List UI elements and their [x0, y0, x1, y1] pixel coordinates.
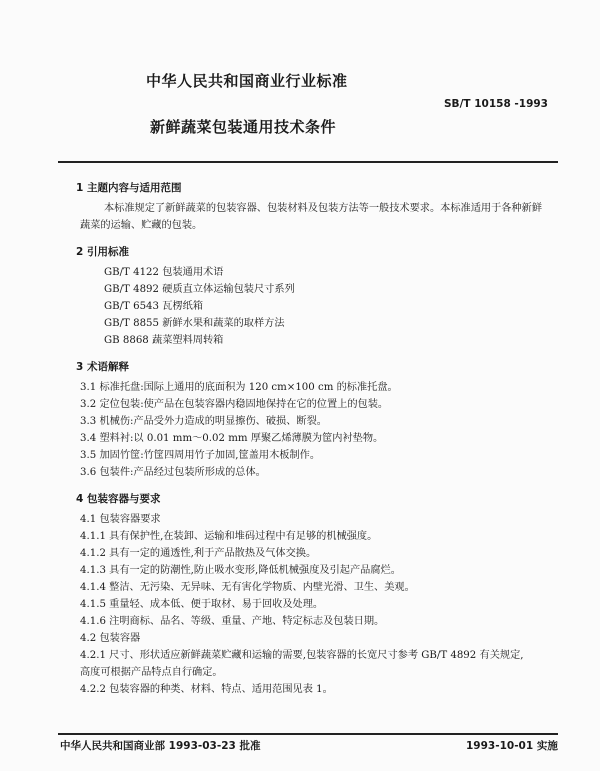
clause-line: 4.1.4 整洁、无污染、无异味、无有害化学物质、内壁光滑、卫生、美观。: [80, 582, 415, 593]
section-1-paragraph-line: 本标准规定了新鲜蔬菜的包装容器、包装材料及包装方法等一般技术要求。本标准适用于各种新鲜: [104, 203, 543, 214]
clause-line: 4.1.2 具有一定的通透性,利于产品散热及气体交换。: [80, 548, 317, 559]
effective-date: 1993-10-01 实施: [466, 740, 558, 752]
reference-item: GB/T 8855 新鲜水果和蔬菜的取样方法: [104, 318, 285, 329]
approval-date: 中华人民共和国商业部 1993-03-23 批准: [60, 740, 261, 752]
clause-line: 高度可根据产品特点自行确定。: [80, 667, 223, 678]
clause-line: 4.1.6 注明商标、品名、等级、重量、产地、特定标志及包装日期。: [80, 616, 385, 627]
standard-code: SB/T 10158 -1993: [444, 98, 548, 110]
term-item: 3.4 塑料衬:以 0.01 mm～0.02 mm 厚聚乙烯薄膜为筐内衬垫物。: [80, 433, 384, 444]
clause-line: 4.1 包装容器要求: [80, 514, 161, 525]
reference-item: GB/T 4122 包装通用术语: [104, 267, 224, 278]
section-1-paragraph-line: 蔬菜的运输、贮藏的包装。: [80, 220, 203, 231]
reference-item: GB/T 4892 硬质直立体运输包装尺寸系列: [104, 284, 295, 295]
issuing-authority-title: 中华人民共和国商业行业标准: [146, 72, 348, 90]
clause-line: 4.2.1 尺寸、形状适应新鲜蔬菜贮藏和运输的需要,包装容器的长宽尺寸参考 GB/T 4892 有关规定,: [80, 650, 524, 661]
section-1-heading: 1 主题内容与适用范围: [76, 182, 182, 194]
term-item: 3.2 定位包装:使产品在包装容器内稳固地保持在它的位置上的包装。: [80, 399, 389, 410]
clause-line: 4.2 包装容器: [80, 633, 141, 644]
reference-item: GB/T 6543 瓦楞纸箱: [104, 301, 204, 312]
document-title: 新鲜蔬菜包装通用技术条件: [150, 118, 337, 136]
footer-divider: [58, 733, 558, 735]
term-item: 3.3 机械伤:产品受外力造成的明显擦伤、破损、断裂。: [80, 416, 327, 427]
section-3-heading: 3 术语解释: [76, 361, 129, 373]
term-item: 3.6 包装件:产品经过包装所形成的总体。: [80, 467, 266, 478]
clause-line: 4.1.1 具有保护性,在装卸、运输和堆码过程中有足够的机械强度。: [80, 531, 378, 542]
section-2-heading: 2 引用标准: [76, 246, 129, 258]
section-4-heading: 4 包装容器与要求: [76, 493, 161, 505]
clause-line: 4.1.5 重量轻、成本低、便于取材、易于回收及处理。: [80, 599, 324, 610]
clause-line: 4.2.2 包装容器的种类、材料、特点、适用范围见表 1。: [80, 684, 333, 695]
reference-item: GB 8868 蔬菜塑料周转箱: [104, 335, 224, 346]
header-divider: [58, 161, 558, 163]
clause-line: 4.1.3 具有一定的防潮性,防止吸水变形,降低机械强度及引起产品腐烂。: [80, 565, 401, 576]
term-item: 3.5 加固竹筐:竹筐四周用竹子加固,筐盖用木板制作。: [80, 450, 321, 461]
term-item: 3.1 标准托盘:国际上通用的底面积为 120 cm×100 cm 的标准托盘。: [80, 382, 398, 393]
